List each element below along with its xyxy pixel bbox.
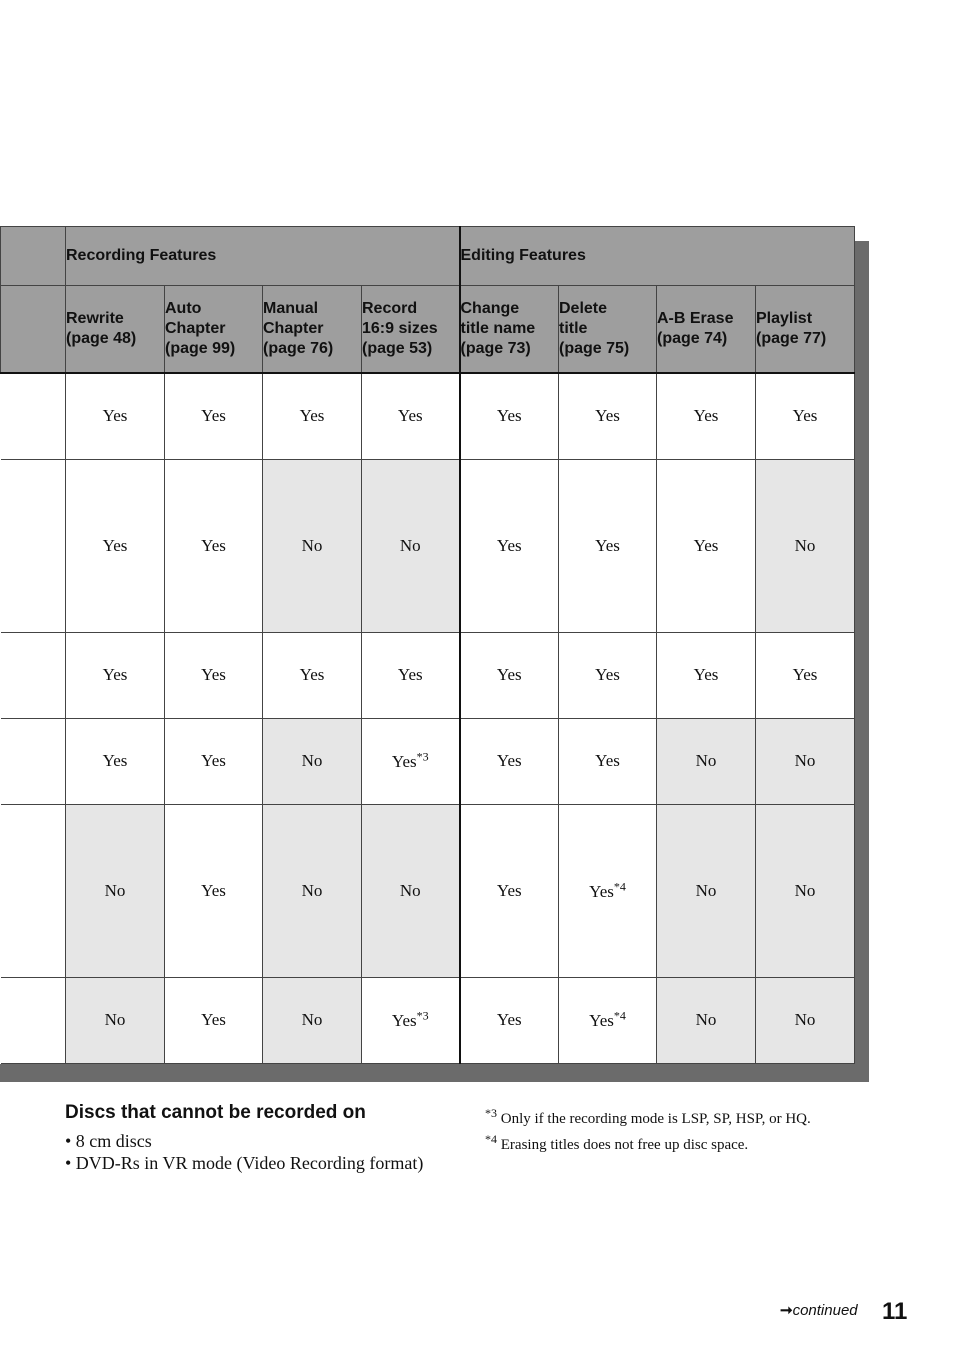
footnote-mark: *4 xyxy=(485,1132,497,1146)
table-cell: No xyxy=(263,459,362,632)
row-label-blank xyxy=(1,459,66,632)
table-row xyxy=(1,632,855,718)
table-cell: Yes xyxy=(165,632,263,718)
column-header: Change title name (page 73) xyxy=(460,286,559,374)
table-cell: No xyxy=(756,718,855,804)
blank-corner-2 xyxy=(1,286,66,374)
table-cell: Yes xyxy=(165,459,263,632)
table-cell: Yes xyxy=(559,373,657,459)
footnotes xyxy=(485,1103,811,1155)
column-header: Manual Chapter (page 76) xyxy=(263,286,362,374)
footnote-ref: *3 xyxy=(416,749,429,764)
table-cell: Yes xyxy=(66,632,165,718)
footnote-text: Erasing titles does not free up disc space. xyxy=(500,1137,749,1153)
table-row xyxy=(1,804,855,977)
table-cell: Yes xyxy=(756,373,855,459)
table-cell xyxy=(559,804,657,977)
table-cell: No xyxy=(66,804,165,977)
table-cell: Yes xyxy=(165,977,263,1063)
table-row xyxy=(1,718,855,804)
table-cell: Yes xyxy=(756,632,855,718)
bullet-item: • 8 cm discs xyxy=(65,1131,152,1151)
column-header: Playlist (page 77) xyxy=(756,286,855,374)
column-header: Rewrite (page 48) xyxy=(66,286,165,374)
table-cell: Yes xyxy=(657,373,756,459)
continued-label xyxy=(780,1301,858,1319)
continued-text: continued xyxy=(792,1302,858,1319)
footnote-4 xyxy=(485,1129,811,1155)
features-table xyxy=(0,226,855,1064)
column-header: A-B Erase (page 74) xyxy=(657,286,756,374)
table-cell: Yes xyxy=(460,804,559,977)
footnote-mark: *3 xyxy=(485,1106,497,1120)
footnote-ref: *3 xyxy=(416,1008,429,1023)
table-cell: Yes xyxy=(559,718,657,804)
row-label-blank xyxy=(1,632,66,718)
table-cell: Yes xyxy=(66,459,165,632)
table-cell: No xyxy=(362,804,460,977)
cell-value: Yes$^{*3}$ xyxy=(391,1008,429,1031)
footnote-ref: *4 xyxy=(613,1008,626,1023)
column-header: Delete title (page 75) xyxy=(559,286,657,374)
table-cell: No xyxy=(756,459,855,632)
table-cell: Yes xyxy=(165,718,263,804)
table-cell: Yes xyxy=(460,632,559,718)
row-label-blank xyxy=(1,718,66,804)
table-cell: Yes xyxy=(460,459,559,632)
table-cell xyxy=(362,977,460,1063)
row-label-blank xyxy=(1,804,66,977)
table-cell xyxy=(559,977,657,1063)
cell-value: Yes$^{*4}$ xyxy=(589,879,626,901)
table-cell: Yes xyxy=(559,632,657,718)
page-number: 11 xyxy=(882,1298,908,1325)
row-label-blank xyxy=(1,373,66,459)
footnote-text: Only if the recording mode is LSP, SP, HSP, or HQ. xyxy=(500,1111,811,1127)
notes-title: Discs that cannot be recorded on xyxy=(65,1102,366,1123)
table-cell xyxy=(362,718,460,804)
table-row xyxy=(1,373,855,459)
table-body xyxy=(1,373,855,1063)
cell-value: Yes$^{*3}$ xyxy=(391,749,429,772)
table-cell: No xyxy=(263,804,362,977)
row-label-blank xyxy=(1,977,66,1063)
column-header: Record 16:9 sizes (page 53) xyxy=(362,286,460,374)
table-row xyxy=(1,977,855,1063)
table-cell: Yes xyxy=(559,459,657,632)
arrow-right-icon: ➞ xyxy=(780,1302,793,1319)
table-cell: Yes xyxy=(362,632,460,718)
column-header: Auto Chapter (page 99) xyxy=(165,286,263,374)
notes-bullets xyxy=(65,1130,423,1174)
table-cell: Yes xyxy=(263,632,362,718)
table-cell: Yes xyxy=(165,373,263,459)
footnote-3 xyxy=(485,1103,811,1129)
table-cell: Yes xyxy=(165,804,263,977)
table-cell: No xyxy=(657,718,756,804)
blank-corner xyxy=(1,227,66,286)
table-cell: No xyxy=(263,718,362,804)
table-cell: No xyxy=(756,804,855,977)
table-cell: Yes xyxy=(66,718,165,804)
bullet-item: • DVD-Rs in VR mode (Video Recording format) xyxy=(65,1153,424,1173)
table-cell: Yes xyxy=(362,373,460,459)
table-cell: No xyxy=(362,459,460,632)
table-cell: Yes xyxy=(657,459,756,632)
table-cell: Yes xyxy=(263,373,362,459)
footnote-ref: *4 xyxy=(613,879,626,894)
table-cell: No xyxy=(657,977,756,1063)
cell-value: Yes$^{*4}$ xyxy=(589,1008,626,1031)
table-row xyxy=(1,459,855,632)
table-cell: Yes xyxy=(460,718,559,804)
table-cell: No xyxy=(756,977,855,1063)
recording-features-header: Recording Features xyxy=(66,227,460,286)
table-cell: No xyxy=(66,977,165,1063)
table-cell: No xyxy=(657,804,756,977)
column-header-row xyxy=(1,286,855,374)
table-cell: Yes xyxy=(460,977,559,1063)
table-cell: Yes xyxy=(657,632,756,718)
table-cell: Yes xyxy=(66,373,165,459)
table-cell: Yes xyxy=(460,373,559,459)
group-header-row xyxy=(1,227,855,286)
editing-features-header: Editing Features xyxy=(460,227,855,286)
table-cell: No xyxy=(263,977,362,1063)
